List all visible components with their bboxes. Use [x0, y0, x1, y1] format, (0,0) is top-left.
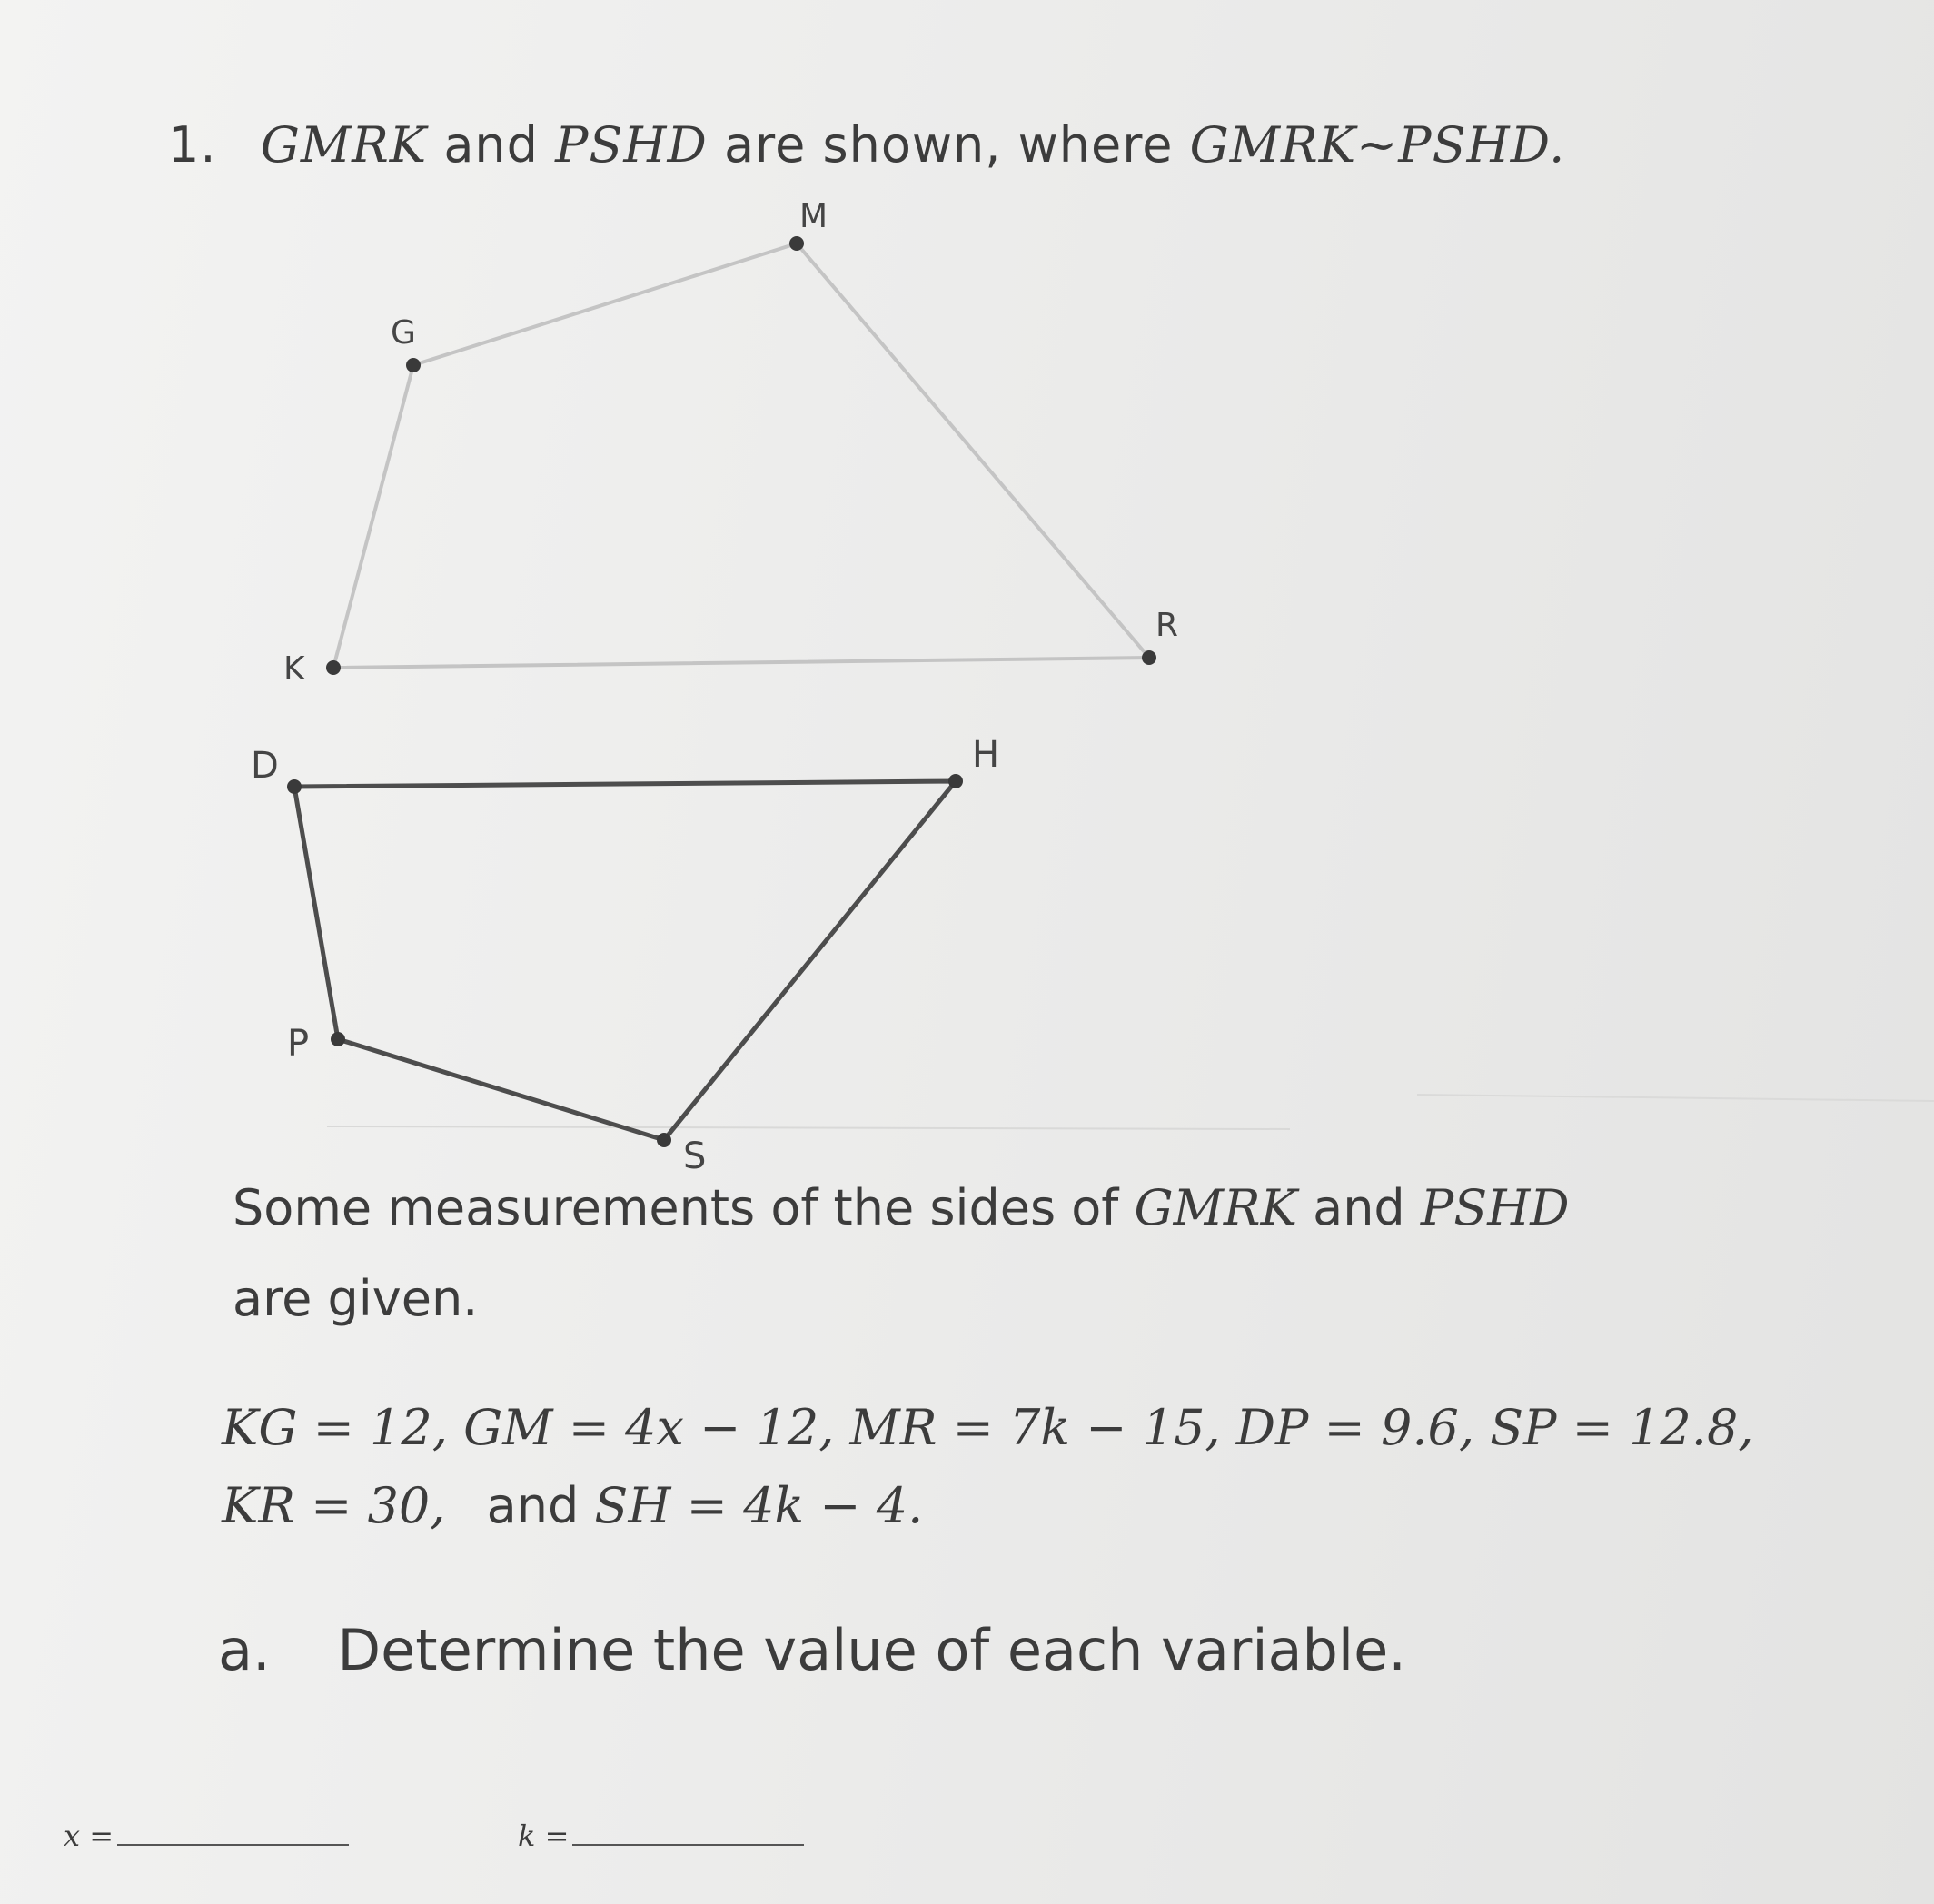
- answer-x-blank[interactable]: [117, 1817, 349, 1846]
- part-a-text: Determine the value of each variable.: [337, 1617, 1406, 1683]
- answer-x-label: x =: [64, 1819, 114, 1853]
- vertex-p: [331, 1032, 345, 1046]
- pshd-outline: [294, 781, 956, 1140]
- answer-k: [518, 1817, 804, 1853]
- label-d: D: [251, 745, 279, 787]
- intro-prefix: Some measurements of the sides of: [233, 1179, 1119, 1236]
- given-sh: SH = 4k − 4.: [594, 1477, 924, 1534]
- vertex-h: [948, 774, 963, 788]
- shape2-name: PSHD: [555, 116, 708, 174]
- shape1-name: GMRK: [260, 116, 428, 174]
- vertex-m: [789, 236, 804, 251]
- answer-x: [64, 1817, 349, 1853]
- problem-number: 1.: [168, 116, 217, 174]
- given-conj: and: [486, 1477, 580, 1534]
- given-measurements-line-2: [222, 1477, 923, 1534]
- label-h: H: [972, 734, 1000, 776]
- vertex-s: [657, 1133, 671, 1147]
- given-measurements-line-1: KG = 12, GM = 4x − 12, MR = 7k − 15, DP = 9.6, SP = 12.8,: [222, 1399, 1754, 1456]
- vertex-d: [287, 779, 302, 794]
- label-s: S: [683, 1135, 707, 1177]
- intro-shape2: PSHD: [1420, 1179, 1570, 1236]
- intro-conj: and: [1313, 1179, 1405, 1236]
- intro-line-1: [233, 1179, 1570, 1236]
- answer-k-label: k =: [518, 1819, 570, 1853]
- header-rest: are shown, where: [723, 116, 1174, 174]
- label-k: K: [283, 650, 305, 688]
- label-r: R: [1155, 607, 1179, 644]
- header-conj: and: [443, 116, 539, 174]
- intro-shape1: GMRK: [1134, 1179, 1297, 1236]
- answer-k-blank[interactable]: [572, 1817, 804, 1846]
- paper-crease: [327, 1126, 1290, 1129]
- gmrk-outline: [333, 243, 1149, 668]
- part-a-prompt: [218, 1617, 1406, 1683]
- label-p: P: [287, 1023, 310, 1065]
- vertex-r: [1142, 650, 1156, 665]
- paper-crease: [1417, 1095, 1934, 1101]
- label-m: M: [799, 198, 828, 235]
- label-g: G: [391, 314, 416, 352]
- quadrilateral-pshd: [251, 734, 999, 1177]
- quadrilateral-gmrk: [283, 198, 1178, 688]
- given-kr: KR = 30,: [222, 1477, 446, 1534]
- similarity-statement: GMRK~PSHD.: [1189, 116, 1566, 174]
- part-a-letter: a.: [218, 1617, 271, 1683]
- intro-line-2: are given.: [233, 1270, 479, 1327]
- vertex-g: [406, 358, 421, 372]
- vertex-k: [326, 660, 341, 675]
